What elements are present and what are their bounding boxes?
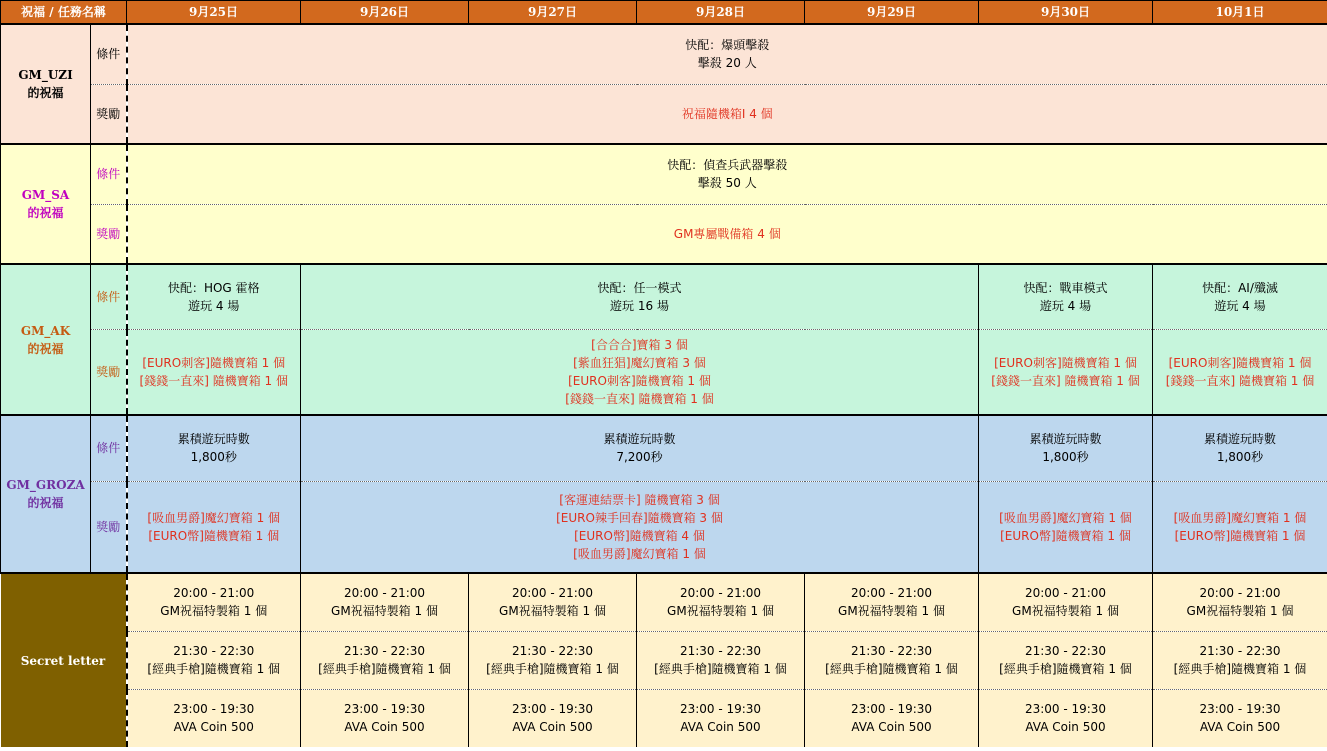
secret-slot: 20:00 - 21:00 GM祝福特製箱 1 個 — [1153, 573, 1327, 631]
secret-slot: 21:30 - 22:30 [經典手槍]隨機寶箱 1 個 — [805, 631, 979, 689]
secret-slot: 21:30 - 22:30 [經典手槍]隨機寶箱 1 個 — [637, 631, 805, 689]
groza-reward: [吸血男爵]魔幻寶箱 1 個 [EURO幣]隨機寶箱 1 個 — [127, 481, 301, 573]
secret-slot: 23:00 - 19:30 AVA Coin 500 — [301, 689, 469, 747]
secret-slot: 21:30 - 22:30 [經典手槍]隨機寶箱 1 個 — [979, 631, 1153, 689]
groza-condition: 累積遊玩時數 1,800秒 — [979, 415, 1153, 481]
sa-group-label: GM_SA 的祝福 — [1, 144, 91, 264]
condition-label: 條件 — [91, 415, 127, 481]
secret-slot: 20:00 - 21:00 GM祝福特製箱 1 個 — [127, 573, 301, 631]
groza-condition: 累積遊玩時數 1,800秒 — [1153, 415, 1327, 481]
uzi-reward-row — [1, 84, 1327, 144]
date-header: 9月27日 — [469, 1, 637, 25]
secret-row-1 — [1, 573, 1327, 631]
secret-letter-label: Secret letter — [1, 573, 127, 747]
secret-slot: 23:00 - 19:30 AVA Coin 500 — [979, 689, 1153, 747]
date-header: 9月25日 — [127, 1, 301, 25]
condition-label: 條件 — [91, 264, 127, 329]
reward-label: 獎勵 — [91, 329, 127, 415]
uzi-reward: 祝福隨機箱I 4 個 — [127, 84, 1327, 144]
secret-slot: 23:00 - 19:30 AVA Coin 500 — [469, 689, 637, 747]
condition-label: 條件 — [91, 24, 127, 84]
secret-slot: 20:00 - 21:00 GM祝福特製箱 1 個 — [979, 573, 1153, 631]
sa-condition: 快配：偵查兵武器擊殺 擊殺 50 人 — [127, 144, 1327, 204]
uzi-condition-row — [1, 24, 1327, 84]
ak-condition-row — [1, 264, 1327, 329]
secret-slot: 23:00 - 19:30 AVA Coin 500 — [127, 689, 301, 747]
ak-reward: [合合合]寶箱 3 個 [紫血狂猖]魔幻寶箱 3 個 [EURO刺客]隨機寶箱 1 個 [錢錢一直來] 隨機寶箱 1 個 — [301, 329, 979, 415]
secret-slot: 20:00 - 21:00 GM祝福特製箱 1 個 — [637, 573, 805, 631]
secret-slot: 21:30 - 22:30 [經典手槍]隨機寶箱 1 個 — [1153, 631, 1327, 689]
secret-slot: 23:00 - 19:30 AVA Coin 500 — [805, 689, 979, 747]
condition-label: 條件 — [91, 144, 127, 204]
secret-slot: 20:00 - 21:00 GM祝福特製箱 1 個 — [805, 573, 979, 631]
sa-reward-row — [1, 204, 1327, 264]
date-header: 9月29日 — [805, 1, 979, 25]
groza-condition: 累積遊玩時數 1,800秒 — [127, 415, 301, 481]
secret-slot: 21:30 - 22:30 [經典手槍]隨機寶箱 1 個 — [301, 631, 469, 689]
date-header: 9月26日 — [301, 1, 469, 25]
date-header: 9月28日 — [637, 1, 805, 25]
secret-slot: 20:00 - 21:00 GM祝福特製箱 1 個 — [469, 573, 637, 631]
groza-condition: 累積遊玩時數 7,200秒 — [301, 415, 979, 481]
groza-reward: [客運連結票卡] 隨機寶箱 3 個 [EURO辣手回春]隨機寶箱 3 個 [EURO幣]隨機寶箱 4 個 [吸血男爵]魔幻寶箱 1 個 — [301, 481, 979, 573]
secret-slot: 23:00 - 19:30 AVA Coin 500 — [1153, 689, 1327, 747]
reward-label: 獎勵 — [91, 481, 127, 573]
uzi-condition: 快配：爆頭擊殺 擊殺 20 人 — [127, 24, 1327, 84]
groza-reward: [吸血男爵]魔幻寶箱 1 個 [EURO幣]隨機寶箱 1 個 — [979, 481, 1153, 573]
groza-condition-row — [1, 415, 1327, 481]
corner-header: 祝福 / 任務名稱 — [1, 1, 127, 25]
ak-condition: 快配：AI/殲滅 遊玩 4 場 — [1153, 264, 1327, 329]
secret-row-2 — [1, 631, 1327, 689]
ak-reward: [EURO刺客]隨機寶箱 1 個 [錢錢一直來] 隨機寶箱 1 個 — [127, 329, 301, 415]
header-row — [1, 1, 1327, 25]
reward-label: 獎勵 — [91, 84, 127, 144]
ak-condition: 快配：戰車模式 遊玩 4 場 — [979, 264, 1153, 329]
groza-reward: [吸血男爵]魔幻寶箱 1 個 [EURO幣]隨機寶箱 1 個 — [1153, 481, 1327, 573]
groza-group-label: GM_GROZA 的祝福 — [1, 415, 91, 573]
secret-slot: 20:00 - 21:00 GM祝福特製箱 1 個 — [301, 573, 469, 631]
secret-slot: 21:30 - 22:30 [經典手槍]隨機寶箱 1 個 — [127, 631, 301, 689]
date-header: 10月1日 — [1153, 1, 1327, 25]
secret-row-3 — [1, 689, 1327, 747]
ak-reward: [EURO刺客]隨機寶箱 1 個 [錢錢一直來] 隨機寶箱 1 個 — [1153, 329, 1327, 415]
sa-reward: GM專屬戰備箱 4 個 — [127, 204, 1327, 264]
ak-condition: 快配：任一模式 遊玩 16 場 — [301, 264, 979, 329]
reward-label: 獎勵 — [91, 204, 127, 264]
secret-slot: 23:00 - 19:30 AVA Coin 500 — [637, 689, 805, 747]
groza-reward-row — [1, 481, 1327, 573]
ak-group-label: GM_AK 的祝福 — [1, 264, 91, 415]
date-header: 9月30日 — [979, 1, 1153, 25]
ak-reward-row — [1, 329, 1327, 415]
sa-condition-row — [1, 144, 1327, 204]
secret-slot: 21:30 - 22:30 [經典手槍]隨機寶箱 1 個 — [469, 631, 637, 689]
uzi-group-label: GM_UZI 的祝福 — [1, 24, 91, 144]
ak-condition: 快配：HOG 霍格 遊玩 4 場 — [127, 264, 301, 329]
ak-reward: [EURO刺客]隨機寶箱 1 個 [錢錢一直來] 隨機寶箱 1 個 — [979, 329, 1153, 415]
